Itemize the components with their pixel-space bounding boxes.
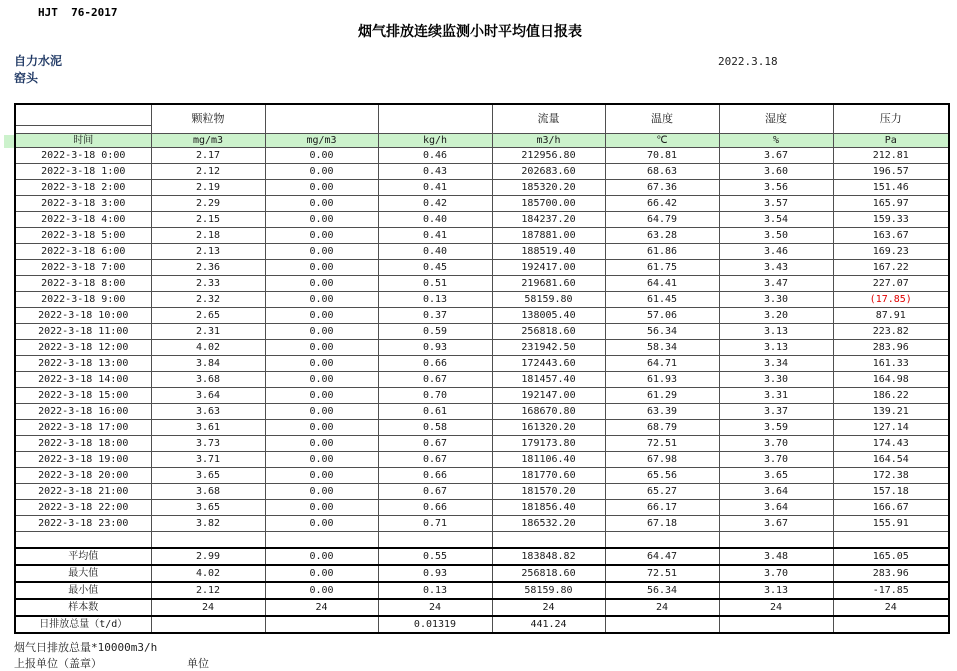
value-cell: 0.00: [265, 468, 378, 484]
value-cell: 179173.80: [492, 436, 605, 452]
value-cell: 3.56: [719, 180, 833, 196]
value-cell: 3.84: [151, 356, 265, 372]
summary-value-cell: 56.34: [605, 582, 719, 599]
value-cell: 3.50: [719, 228, 833, 244]
value-cell: 3.57: [719, 196, 833, 212]
time-cell: 2022-3-18 9:00: [15, 292, 151, 308]
time-cell: 2022-3-18 4:00: [15, 212, 151, 228]
table-row: [15, 356, 949, 372]
value-cell: 0.00: [265, 196, 378, 212]
value-cell: 172443.60: [492, 356, 605, 372]
summary-value-cell: 24: [151, 599, 265, 616]
value-cell: 185320.20: [492, 180, 605, 196]
corner-cell-bottom: [15, 126, 151, 134]
value-cell: 66.17: [605, 500, 719, 516]
footer-reporting-unit: 上报单位（盖章）: [14, 657, 102, 670]
empty-cell: [378, 532, 492, 549]
value-cell: 3.31: [719, 388, 833, 404]
column-group-header: 湿度: [719, 104, 833, 134]
time-cell: 2022-3-18 10:00: [15, 308, 151, 324]
value-cell: 202683.60: [492, 164, 605, 180]
time-cell: 2022-3-18 3:00: [15, 196, 151, 212]
unit-header: mg/m3: [265, 134, 378, 148]
value-cell: 61.86: [605, 244, 719, 260]
value-cell: 3.60: [719, 164, 833, 180]
value-cell: 181106.40: [492, 452, 605, 468]
value-cell: 2.33: [151, 276, 265, 292]
value-cell: 3.47: [719, 276, 833, 292]
value-cell: 65.56: [605, 468, 719, 484]
value-cell: 181457.40: [492, 372, 605, 388]
value-cell: 3.37: [719, 404, 833, 420]
table-row: [15, 292, 949, 308]
time-cell: 2022-3-18 12:00: [15, 340, 151, 356]
value-cell: 168670.80: [492, 404, 605, 420]
time-cell: 2022-3-18 15:00: [15, 388, 151, 404]
column-group-header: 流量: [492, 104, 605, 134]
value-cell: 181570.20: [492, 484, 605, 500]
value-cell: 0.67: [378, 372, 492, 388]
table-row: [15, 404, 949, 420]
value-cell: 0.51: [378, 276, 492, 292]
value-cell: 0.37: [378, 308, 492, 324]
time-cell: 2022-3-18 2:00: [15, 180, 151, 196]
value-cell: 138005.40: [492, 308, 605, 324]
time-cell: 2022-3-18 7:00: [15, 260, 151, 276]
value-cell: 0.00: [265, 516, 378, 532]
empty-cell: [492, 532, 605, 549]
value-cell: 163.67: [833, 228, 949, 244]
value-cell: 0.00: [265, 148, 378, 164]
value-cell: 3.64: [151, 388, 265, 404]
table-row: [15, 148, 949, 164]
value-cell: 283.96: [833, 340, 949, 356]
value-cell: 2.32: [151, 292, 265, 308]
value-cell: 0.00: [265, 164, 378, 180]
value-cell: 64.41: [605, 276, 719, 292]
value-cell: 72.51: [605, 436, 719, 452]
value-cell: 2.17: [151, 148, 265, 164]
page-title: 烟气排放连续监测小时平均值日报表: [358, 24, 582, 40]
time-cell: 2022-3-18 16:00: [15, 404, 151, 420]
value-cell: 3.65: [719, 468, 833, 484]
summary-value-cell: 283.96: [833, 565, 949, 582]
table-row: [15, 244, 949, 260]
summary-value-cell: -17.85: [833, 582, 949, 599]
time-cell: 2022-3-18 5:00: [15, 228, 151, 244]
value-cell: 64.79: [605, 212, 719, 228]
table-row: [15, 500, 949, 516]
summary-value-cell: 3.13: [719, 582, 833, 599]
footer-unit-label: 单位: [187, 657, 209, 670]
summary-value-cell: 0.00: [265, 548, 378, 565]
value-cell: 58159.80: [492, 292, 605, 308]
value-cell: 0.67: [378, 452, 492, 468]
value-cell: 65.27: [605, 484, 719, 500]
value-cell: 63.28: [605, 228, 719, 244]
site-name: 窑头: [14, 71, 39, 85]
value-cell: 2.13: [151, 244, 265, 260]
value-cell: 0.00: [265, 180, 378, 196]
summary-value-cell: 24: [265, 599, 378, 616]
value-cell: 3.70: [719, 436, 833, 452]
report-date: 2022.3.18: [718, 55, 778, 68]
table-row: [15, 164, 949, 180]
value-cell: 0.00: [265, 420, 378, 436]
value-cell: 0.00: [265, 500, 378, 516]
summary-label-cell: 样本数: [15, 599, 151, 616]
table-row: [15, 340, 949, 356]
value-cell: 3.61: [151, 420, 265, 436]
unit-header: %: [719, 134, 833, 148]
table-row: [15, 388, 949, 404]
summary-row: [15, 582, 949, 599]
empty-cell: [719, 532, 833, 549]
summary-label-cell: 平均值: [15, 548, 151, 565]
summary-value-cell: 2.12: [151, 582, 265, 599]
value-cell: 188519.40: [492, 244, 605, 260]
value-cell: 159.33: [833, 212, 949, 228]
value-cell: 57.06: [605, 308, 719, 324]
value-cell: 256818.60: [492, 324, 605, 340]
value-cell: 223.82: [833, 324, 949, 340]
summary-value-cell: 24: [378, 599, 492, 616]
value-cell: 3.59: [719, 420, 833, 436]
summary-value-cell: 4.02: [151, 565, 265, 582]
value-cell: 61.29: [605, 388, 719, 404]
summary-value-cell: 64.47: [605, 548, 719, 565]
summary-value-cell: 0.93: [378, 565, 492, 582]
summary-value-cell: 0.13: [378, 582, 492, 599]
value-cell: 212.81: [833, 148, 949, 164]
unit-header: Pa: [833, 134, 949, 148]
time-cell: 2022-3-18 11:00: [15, 324, 151, 340]
value-cell: 0.58: [378, 420, 492, 436]
summary-value-cell: 3.48: [719, 548, 833, 565]
value-cell: 192417.00: [492, 260, 605, 276]
value-cell: 181770.60: [492, 468, 605, 484]
value-cell: 2.31: [151, 324, 265, 340]
value-cell: 3.13: [719, 340, 833, 356]
value-cell: 139.21: [833, 404, 949, 420]
value-cell: 0.71: [378, 516, 492, 532]
summary-row: [15, 565, 949, 582]
value-cell: 161320.20: [492, 420, 605, 436]
value-cell: 186.22: [833, 388, 949, 404]
table-row: [15, 436, 949, 452]
value-cell: 174.43: [833, 436, 949, 452]
value-cell: 3.64: [719, 484, 833, 500]
value-cell: 2.36: [151, 260, 265, 276]
column-group-header: 温度: [605, 104, 719, 134]
value-cell: 3.65: [151, 468, 265, 484]
summary-value-cell: 24: [719, 599, 833, 616]
value-cell: 0.45: [378, 260, 492, 276]
value-cell: 0.41: [378, 180, 492, 196]
value-cell: 3.63: [151, 404, 265, 420]
summary-label-cell: 最大值: [15, 565, 151, 582]
summary-value-cell: 58159.80: [492, 582, 605, 599]
summary-value-cell: 2.99: [151, 548, 265, 565]
value-cell: 172.38: [833, 468, 949, 484]
value-cell: 0.66: [378, 500, 492, 516]
time-cell: 2022-3-18 21:00: [15, 484, 151, 500]
value-cell: 3.20: [719, 308, 833, 324]
time-cell: 2022-3-18 17:00: [15, 420, 151, 436]
value-cell: 164.54: [833, 452, 949, 468]
value-cell: 0.00: [265, 372, 378, 388]
value-cell: 0.40: [378, 244, 492, 260]
summary-value-cell: [833, 616, 949, 633]
column-group-header: 颗粒物: [151, 104, 265, 134]
summary-value-cell: [151, 616, 265, 633]
value-cell: 0.00: [265, 356, 378, 372]
value-cell: 227.07: [833, 276, 949, 292]
value-cell: 0.00: [265, 404, 378, 420]
value-cell: 0.00: [265, 452, 378, 468]
value-cell: 56.34: [605, 324, 719, 340]
standard-code: HJT 76-2017: [38, 6, 118, 19]
value-cell: 2.15: [151, 212, 265, 228]
value-cell: 3.67: [719, 148, 833, 164]
value-cell: 185700.00: [492, 196, 605, 212]
table-row: [15, 276, 949, 292]
summary-value-cell: 72.51: [605, 565, 719, 582]
value-cell: 61.45: [605, 292, 719, 308]
value-cell: 63.39: [605, 404, 719, 420]
value-cell: 3.71: [151, 452, 265, 468]
time-cell: 2022-3-18 18:00: [15, 436, 151, 452]
table-row: [15, 228, 949, 244]
value-cell: 4.02: [151, 340, 265, 356]
summary-label-cell: 最小值: [15, 582, 151, 599]
value-cell: 64.71: [605, 356, 719, 372]
value-cell: 2.18: [151, 228, 265, 244]
value-cell: 2.65: [151, 308, 265, 324]
value-cell: 0.00: [265, 308, 378, 324]
value-cell: 61.93: [605, 372, 719, 388]
table-row: [15, 308, 949, 324]
value-cell: 3.13: [719, 324, 833, 340]
value-cell: 3.68: [151, 484, 265, 500]
value-cell: 0.00: [265, 324, 378, 340]
value-cell: 3.34: [719, 356, 833, 372]
value-cell: 0.00: [265, 260, 378, 276]
value-cell: 0.40: [378, 212, 492, 228]
value-cell: 192147.00: [492, 388, 605, 404]
empty-cell: [151, 532, 265, 549]
value-cell: 186532.20: [492, 516, 605, 532]
table-row: [15, 468, 949, 484]
unit-header: ℃: [605, 134, 719, 148]
value-cell: 212956.80: [492, 148, 605, 164]
time-cell: 2022-3-18 23:00: [15, 516, 151, 532]
value-cell: 67.18: [605, 516, 719, 532]
time-cell: 2022-3-18 0:00: [15, 148, 151, 164]
summary-value-cell: 24: [492, 599, 605, 616]
spacer-row: [15, 532, 949, 549]
corner-cell-top: [15, 104, 151, 126]
summary-value-cell: 0.55: [378, 548, 492, 565]
time-cell: 2022-3-18 22:00: [15, 500, 151, 516]
summary-value-cell: 24: [833, 599, 949, 616]
value-cell: 0.59: [378, 324, 492, 340]
value-cell: 2.12: [151, 164, 265, 180]
value-cell: 157.18: [833, 484, 949, 500]
report-table: [14, 103, 950, 634]
value-cell: 3.67: [719, 516, 833, 532]
value-cell: 0.42: [378, 196, 492, 212]
value-cell: 0.41: [378, 228, 492, 244]
value-cell: 164.98: [833, 372, 949, 388]
summary-row: [15, 616, 949, 633]
table-row: [15, 452, 949, 468]
summary-row: [15, 548, 949, 565]
value-cell: 0.00: [265, 388, 378, 404]
value-cell: 0.00: [265, 436, 378, 452]
value-cell: 67.98: [605, 452, 719, 468]
table-row: [15, 260, 949, 276]
value-cell: 219681.60: [492, 276, 605, 292]
value-cell: 0.00: [265, 244, 378, 260]
value-cell: 0.13: [378, 292, 492, 308]
value-cell: 0.67: [378, 484, 492, 500]
time-cell: 2022-3-18 14:00: [15, 372, 151, 388]
summary-value-cell: 165.05: [833, 548, 949, 565]
value-cell: 0.00: [265, 228, 378, 244]
value-cell: 70.81: [605, 148, 719, 164]
value-cell: 61.75: [605, 260, 719, 276]
time-cell: 2022-3-18 1:00: [15, 164, 151, 180]
summary-row: [15, 599, 949, 616]
value-cell: 231942.50: [492, 340, 605, 356]
summary-value-cell: 183848.82: [492, 548, 605, 565]
value-cell: 184237.20: [492, 212, 605, 228]
value-cell: 0.43: [378, 164, 492, 180]
value-cell: 58.34: [605, 340, 719, 356]
table-row: [15, 196, 949, 212]
value-cell: 67.36: [605, 180, 719, 196]
value-cell: 0.93: [378, 340, 492, 356]
column-group-header: [378, 104, 492, 134]
value-cell: 0.00: [265, 212, 378, 228]
empty-cell: [605, 532, 719, 549]
value-cell: 66.42: [605, 196, 719, 212]
value-cell: 0.67: [378, 436, 492, 452]
value-cell: 0.70: [378, 388, 492, 404]
table-row: [15, 484, 949, 500]
value-cell: 3.30: [719, 372, 833, 388]
value-cell: 0.46: [378, 148, 492, 164]
value-cell: 0.66: [378, 468, 492, 484]
table-row: [15, 372, 949, 388]
summary-value-cell: 3.70: [719, 565, 833, 582]
value-cell: 181856.40: [492, 500, 605, 516]
value-cell: 3.73: [151, 436, 265, 452]
table-row: [15, 212, 949, 228]
summary-label-cell: 日排放总量（t/d）: [15, 616, 151, 633]
summary-value-cell: [605, 616, 719, 633]
value-cell: (17.85): [833, 292, 949, 308]
summary-value-cell: 24: [605, 599, 719, 616]
summary-value-cell: 0.01319: [378, 616, 492, 633]
unit-header: kg/h: [378, 134, 492, 148]
empty-cell: [265, 532, 378, 549]
value-cell: 68.79: [605, 420, 719, 436]
value-cell: 68.63: [605, 164, 719, 180]
value-cell: 2.29: [151, 196, 265, 212]
summary-value-cell: [265, 616, 378, 633]
time-cell: 2022-3-18 13:00: [15, 356, 151, 372]
time-cell: 2022-3-18 6:00: [15, 244, 151, 260]
unit-header: m3/h: [492, 134, 605, 148]
value-cell: 169.23: [833, 244, 949, 260]
table-row: [15, 420, 949, 436]
value-cell: 127.14: [833, 420, 949, 436]
value-cell: 3.64: [719, 500, 833, 516]
column-group-header: 压力: [833, 104, 949, 134]
value-cell: 2.19: [151, 180, 265, 196]
column-group-header: [265, 104, 378, 134]
summary-value-cell: [719, 616, 833, 633]
table-row: [15, 180, 949, 196]
value-cell: 3.65: [151, 500, 265, 516]
summary-value-cell: 256818.60: [492, 565, 605, 582]
value-cell: 3.46: [719, 244, 833, 260]
value-cell: 3.43: [719, 260, 833, 276]
value-cell: 3.54: [719, 212, 833, 228]
summary-value-cell: 0.00: [265, 565, 378, 582]
value-cell: 3.30: [719, 292, 833, 308]
value-cell: 3.70: [719, 452, 833, 468]
value-cell: 151.46: [833, 180, 949, 196]
value-cell: 0.00: [265, 340, 378, 356]
value-cell: 3.68: [151, 372, 265, 388]
value-cell: 0.61: [378, 404, 492, 420]
summary-value-cell: 441.24: [492, 616, 605, 633]
value-cell: 0.00: [265, 484, 378, 500]
table-row: [15, 516, 949, 532]
value-cell: 0.00: [265, 292, 378, 308]
value-cell: 0.66: [378, 356, 492, 372]
value-cell: 196.57: [833, 164, 949, 180]
value-cell: 187881.00: [492, 228, 605, 244]
unit-header: mg/m3: [151, 134, 265, 148]
value-cell: 3.82: [151, 516, 265, 532]
value-cell: 87.91: [833, 308, 949, 324]
summary-value-cell: 0.00: [265, 582, 378, 599]
time-cell: 2022-3-18 8:00: [15, 276, 151, 292]
empty-cell: [15, 532, 151, 549]
value-cell: 167.22: [833, 260, 949, 276]
value-cell: 166.67: [833, 500, 949, 516]
table-row: [15, 324, 949, 340]
value-cell: 161.33: [833, 356, 949, 372]
time-column-header: 时间: [15, 134, 151, 148]
value-cell: 155.91: [833, 516, 949, 532]
empty-cell: [833, 532, 949, 549]
time-cell: 2022-3-18 19:00: [15, 452, 151, 468]
value-cell: 0.00: [265, 276, 378, 292]
time-cell: 2022-3-18 20:00: [15, 468, 151, 484]
footer-note-total: 烟气日排放总量*10000m3/h: [14, 641, 158, 654]
value-cell: 165.97: [833, 196, 949, 212]
company-name: 自力水泥: [14, 54, 63, 68]
